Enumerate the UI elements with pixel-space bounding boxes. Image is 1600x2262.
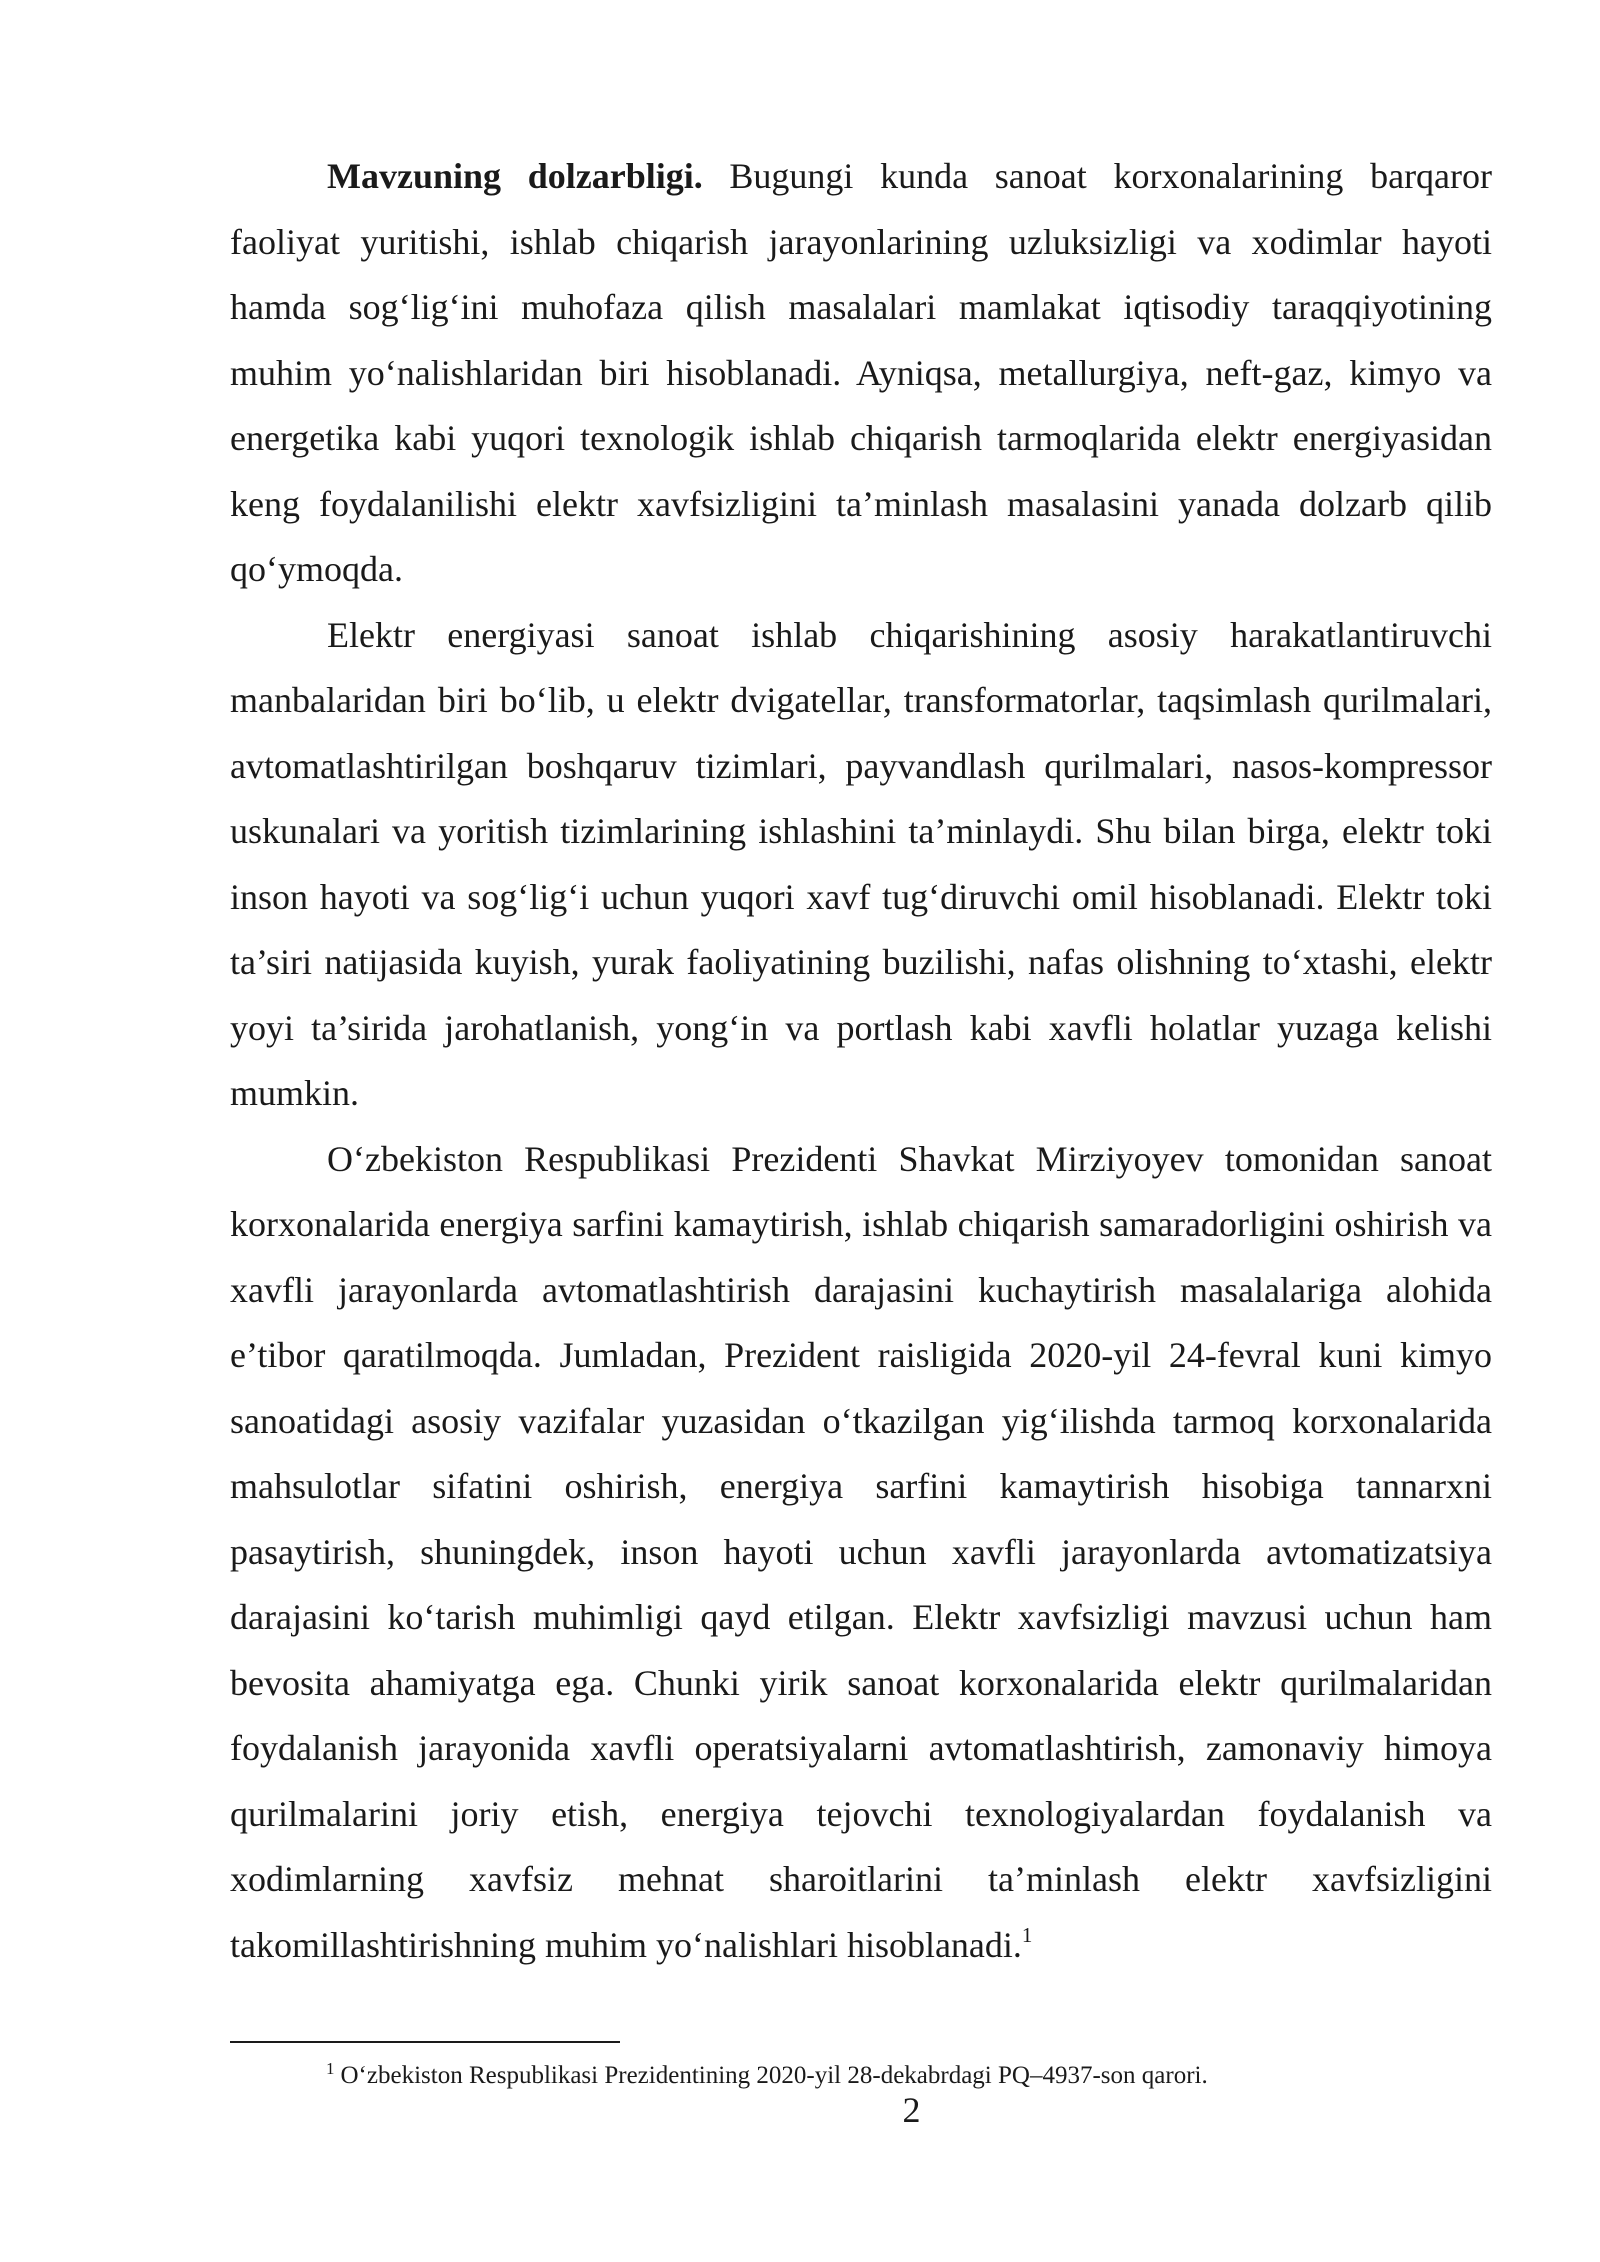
section-lead-heading: Mavzuning dolzarbligi. bbox=[327, 156, 703, 196]
paragraph-text: O‘zbekiston Respublikasi Prezidenti Shavkat Mirziyoyev tomonidan sanoat korxonalarida energiya sarfini kamaytirish, ishlab chiqarish samaradorligini oshirish va xavfli jarayonlarda avtomatlashtirish darajasini kuchaytirish masalalariga alohida e’tibor qaratilmoqda. Jumladan, Prezident raisligida 2020-yil 24-fevral kuni kimyo sanoatidagi asosiy vazifalar yuzasidan o‘tkazilgan yig‘ilishda tarmoq korxonalarida mahsulotlar sifatini oshirish, energiya sarfini kamaytirish hisobiga tannarxni pasaytirish, shuningdek, inson hayoti uchun xavfli jarayonlarda avtomatizatsiya darajasini ko‘tarish muhimligi qayd etilgan. Elektr xavfsizligi mavzusi uchun ham bevosita ahamiyatga ega. Chunki yirik sanoat korxonalarida elektr qurilmalaridan foydalanish jarayonida xavfli operatsiyalarni avtomatlashtirish, zamonaviy himoya qurilmalarini joriy etish, energiya tejovchi texnologiyalardan foydalanish va xodimlarning xavfsiz mehnat sharoitlarini ta’minlash elektr xavfsizligini takomillashtirishning muhim yo‘nalishlari hisoblanadi. bbox=[230, 1138, 1492, 1965]
footnote-text: O‘zbekiston Respublikasi Prezidentining 2020-yil 28-dekabrdagi PQ–4937-son qarori. bbox=[340, 2062, 1208, 2089]
paragraph-text: Elektr energiyasi sanoat ishlab chiqarishining asosiy harakatlantiruvchi manbalaridan biri bo‘lib, u elektr dvigatellar, transformatorlar, taqsimlash qurilmalari, avtomatlashtirilgan boshqaruv tizimlari, payvandlash qurilmalari, nasos-kompressor uskunalari va yoritish tizimlarining ishlashini ta’minlaydi. Shu bilan birga, elektr toki inson hayoti va sog‘lig‘i uchun yuqori xavf tug‘diruvchi omil hisoblanadi. Elektr toki ta’siri natijasida kuyish, yurak faoliyatining buzilishi, nafas olishning to‘xtashi, elektr yoyi ta’sirida jarohatlanish, yong‘in va portlash kabi xavfli holatlar yuzaga kelishi mumkin. bbox=[230, 614, 1492, 1113]
paragraph-president-initiatives bbox=[230, 1127, 1492, 1979]
page-number: 2 bbox=[902, 2090, 921, 2130]
footnote bbox=[326, 2060, 1492, 2092]
footnote-reference[interactable]: 1 bbox=[1021, 1922, 1033, 1947]
footnote-separator bbox=[230, 2041, 620, 2043]
paragraph-relevance bbox=[230, 144, 1492, 603]
paragraph-text: Bugungi kunda sanoat korxonalarining barqaror faoliyat yuritishi, ishlab chiqarish jarayonlarining uzluksizligi va xodimlar hayoti hamda sog‘lig‘ini muhofaza qilish masalalari mamlakat iqtisodiy taraqqiyotining muhim yo‘nalishlaridan biri hisoblanadi. Ayniqsa, metallurgiya, neft-gaz, kimyo va energetika kabi yuqori texnologik ishlab chiqarish tarmoqlarida elektr energiyasidan keng foydalanilishi elektr xavfsizligini ta’minlash masalasini yanada dolzarb qilib qo‘ymoqda. bbox=[230, 156, 1493, 589]
body-text bbox=[230, 144, 1492, 1978]
footnote-marker: 1 bbox=[326, 2058, 335, 2078]
paragraph-electric-energy bbox=[230, 603, 1492, 1127]
